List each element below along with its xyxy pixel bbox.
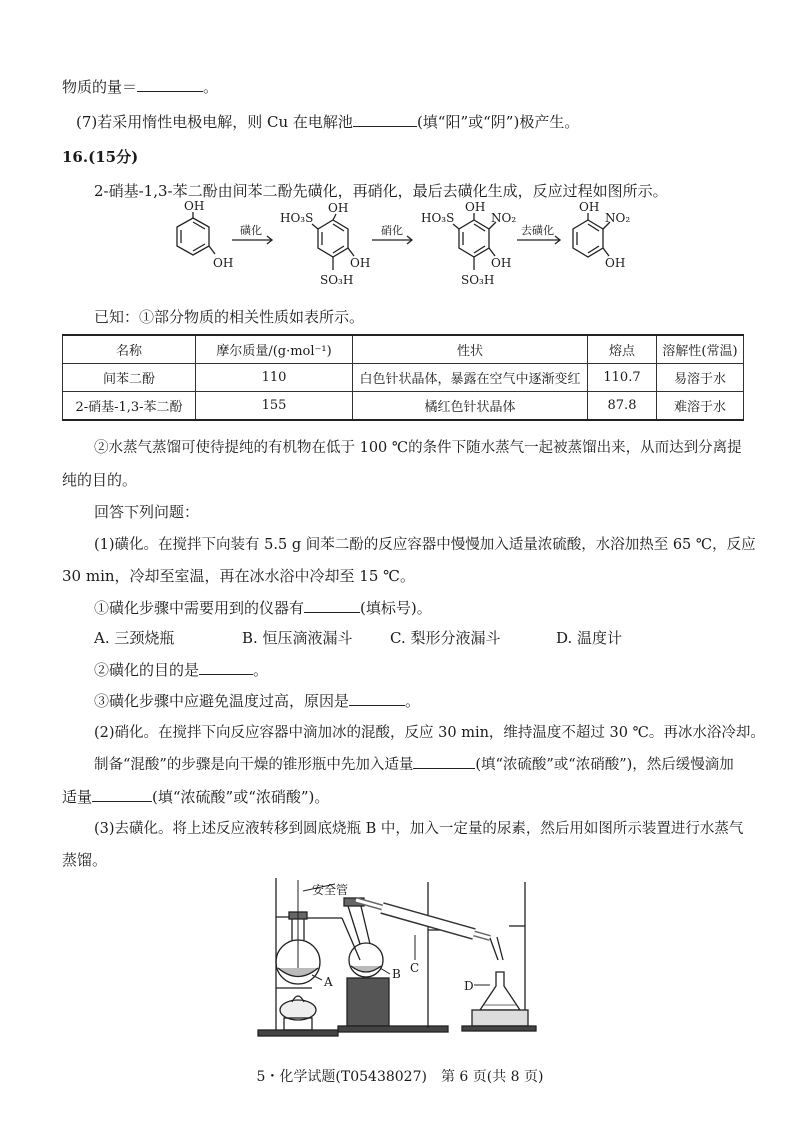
part2-c-hint: (填“浓硫酸”或“浓硝酸”)。 — [152, 788, 330, 806]
table-cell: 87.8 — [588, 392, 657, 421]
m4-oh-top: OH — [579, 200, 600, 214]
q15-amount-label: 物质的量＝ — [62, 78, 138, 96]
q15-line-7 — [76, 111, 579, 132]
m3-no2: NO₂ — [491, 211, 517, 225]
m1-oh-top: OH — [184, 199, 205, 213]
part2-b-hint: (填“浓硫酸”或“浓硝酸”)，然后缓慢滴加 — [475, 757, 734, 773]
label-safety-tube: 安全管 — [312, 883, 349, 897]
part3-line-a: (3)去磺化。将上述反应液转移到圆底烧瓶 B 中，加入一定量的尿素，然后用如图所示装置进行水蒸气 — [94, 821, 744, 837]
part2-c-text: 适量 — [62, 788, 93, 806]
q16-intro: 2-硝基-1,3-苯二酚由间苯二酚先磺化，再硝化，最后去磺化生成，反应过程如图所示。 — [94, 182, 668, 200]
answer-blank — [92, 787, 152, 802]
condenser-c — [356, 900, 490, 938]
option-b: B. 恒压滴液漏斗 — [242, 629, 353, 647]
receiving-flask-d — [480, 972, 520, 1010]
m4-no2: NO₂ — [605, 211, 631, 225]
table-cell: 橘红色针状晶体 — [353, 392, 588, 421]
table-header: 名称 — [63, 335, 196, 364]
table-header: 性状 — [353, 335, 588, 364]
table-cell: 155 — [196, 392, 353, 421]
part1-q3-text: ③磺化步骤中应避免温度过高，原因是 — [94, 692, 350, 710]
table-cell: 110.7 — [588, 364, 657, 392]
answer-blank — [413, 754, 475, 769]
arrow3-label: 去磺化 — [521, 224, 554, 237]
part1-q1 — [94, 597, 432, 618]
part3-line-b: 蒸馏。 — [62, 851, 108, 869]
m3-so3h-left: HO₃S — [421, 211, 455, 225]
part2-line-b — [94, 753, 734, 774]
properties-table — [62, 334, 744, 421]
table-header: 熔点 — [588, 335, 657, 364]
table-header: 溶解性(常温) — [657, 335, 744, 364]
answer-blank — [304, 598, 360, 613]
arrow2-label: 硝化 — [381, 224, 403, 237]
m4-oh-bottom: OH — [605, 256, 626, 270]
table-cell: 白色针状晶体，暴露在空气中逐渐变红 — [353, 364, 588, 392]
reaction-scheme — [0, 196, 800, 296]
option-c: C. 梨形分液漏斗 — [390, 629, 501, 647]
answer-blank — [137, 77, 203, 92]
part1-q3 — [94, 690, 420, 711]
part1-q2 — [94, 659, 268, 680]
option-d: D. 温度计 — [556, 629, 623, 647]
page-footer: 5・化学试题(T05438027) 第 6 页(共 8 页) — [256, 1069, 544, 1085]
table-row — [63, 364, 744, 392]
m1-oh-bottom: OH — [213, 256, 234, 270]
label-a: A — [324, 975, 333, 989]
q15-7-hint: (填“阳”或“阴”)极产生。 — [416, 113, 580, 131]
part2-line-c — [62, 786, 329, 807]
part1-q2-end: 。 — [253, 661, 269, 679]
q15-amount-end: 。 — [203, 78, 219, 96]
table-row — [63, 392, 744, 421]
label-c: C — [410, 961, 420, 975]
known-2-line-a: ②水蒸气蒸馏可使待提纯的有机物在低于 100 ℃的条件下随水蒸气一起被蒸馏出来，从而达到分离提 — [94, 440, 742, 456]
part1-q1-hint: (填标号)。 — [360, 599, 432, 617]
table-cell: 间苯二酚 — [63, 364, 196, 392]
label-d: D — [464, 979, 474, 993]
answer-blank — [349, 691, 405, 706]
arrow1-label: 磺化 — [240, 224, 262, 237]
table-header: 摩尔质量/(g·mol⁻¹) — [196, 335, 353, 364]
m3-oh-bottom: OH — [491, 256, 512, 270]
support-block — [347, 978, 389, 1026]
steam-distillation-apparatus — [0, 870, 800, 1050]
m2-oh-bottom: OH — [350, 256, 371, 270]
q16-header: 16.(15分) — [62, 148, 139, 166]
m2-so3h-bottom: SO₃H — [320, 273, 354, 287]
table-cell: 2-硝基-1,3-苯二酚 — [63, 392, 196, 421]
label-b: B — [392, 967, 401, 981]
part2-line-a: (2)硝化。在搅拌下向反应容器中滴加冰的混酸，反应 30 min，维持温度不超过 30 ℃。再冰水浴冷却。 — [94, 725, 765, 741]
answer-blank — [199, 660, 253, 675]
m3-so3h-bottom: SO₃H — [461, 273, 495, 287]
answer-blank — [353, 112, 417, 127]
part1-q1-text: ①磺化步骤中需要用到的仪器有 — [94, 599, 305, 617]
known-1: 已知：①部分物质的相关性质如表所示。 — [94, 308, 365, 326]
answer-intro: 回答下列问题： — [94, 503, 200, 521]
benzene-ring-1 — [177, 218, 209, 255]
part2-b-text: 制备“混酸”的步骤是向干燥的锥形瓶中先加入适量 — [94, 757, 414, 773]
table-cell: 难溶于水 — [657, 392, 744, 421]
m3-oh-top: OH — [465, 200, 486, 214]
part1-line-b: 30 min，冷却至室温，再在冰水浴中冷却至 15 ℃。 — [62, 567, 415, 585]
q15-7-text: (7)若采用惰性电极电解，则 Cu 在电解池 — [76, 113, 353, 131]
q15-line-amount — [62, 76, 218, 97]
m2-oh-top: OH — [328, 201, 349, 215]
m2-so3h-left: HO₃S — [280, 211, 314, 225]
table-cell: 易溶于水 — [657, 364, 744, 392]
part1-line-a: (1)磺化。在搅拌下向装有 5.5 g 间苯二酚的反应容器中慢慢加入适量浓硫酸，水浴加热至 65 ℃，反应 — [94, 537, 756, 553]
table-cell: 110 — [196, 364, 353, 392]
option-a: A. 三颈烧瓶 — [94, 629, 175, 647]
known-2-line-b: 纯的目的。 — [62, 471, 138, 489]
part1-q2-text: ②磺化的目的是 — [94, 661, 200, 679]
part1-q3-end: 。 — [405, 692, 421, 710]
